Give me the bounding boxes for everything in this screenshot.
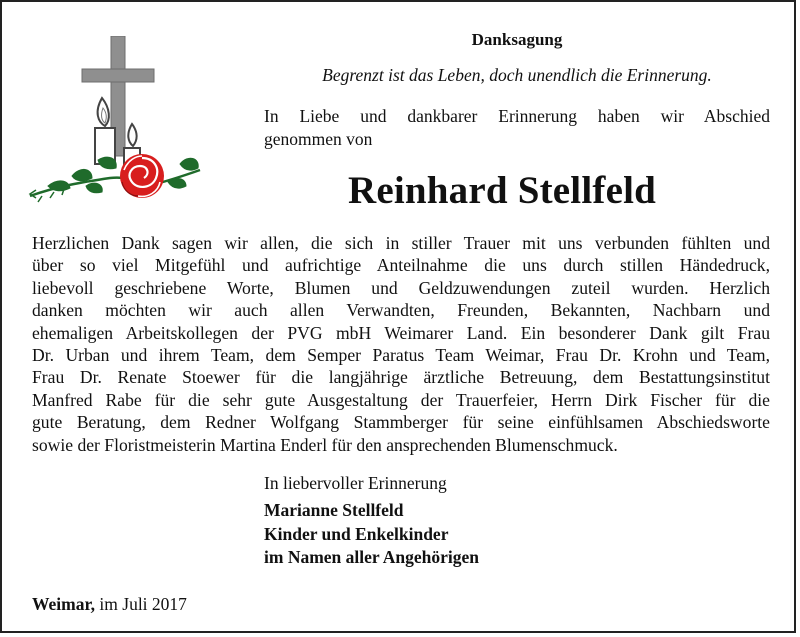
place-date [32, 594, 187, 615]
paragraph-line: liebevoll geschriebene Worte, Blumen und Geldzuwendungen zuteil wurden. Herzlich [32, 277, 770, 298]
thanks-paragraph [32, 232, 770, 456]
deceased-name: Reinhard Stellfeld [347, 169, 657, 212]
paragraph-line: Frau Dr. Renate Stoewer für die langjährige ärztliche Betreuung, dem Bestattungsinstitut [32, 367, 770, 388]
heading: Danksagung [471, 30, 563, 49]
motto: Begrenzt ist das Leben, doch unendlich die Erinnerung. [322, 65, 712, 85]
paragraph-line: Manfred Rabe für die sehr gute Ausgestaltung der Trauerfeier, Herrn Dirk Fischer für die [32, 389, 770, 410]
paragraph-line: gute Beratung, dem Redner Wolfgang Stammberger für seine einfühlsamen Abschiedsworte [32, 412, 770, 433]
closing-phrase: In liebervoller Erinnerung [264, 473, 447, 493]
paragraph-line: über so viel Mitgefühl und aufrichtige Anteilnahme die uns durch stillen Händedruck, [32, 255, 770, 276]
intro-text [264, 105, 770, 151]
date: im Juli 2017 [99, 594, 187, 614]
leaves [30, 157, 200, 202]
signer: im Namen aller Angehörigen [264, 547, 480, 567]
signer: Marianne Stellfeld [264, 500, 404, 520]
signers-block [264, 499, 479, 570]
intro-line: genommen von [264, 129, 373, 149]
signer: Kinder und Enkelkinder [264, 523, 449, 544]
intro-line: In Liebe und dankbarer Erinnerung haben wir Abschied [264, 106, 770, 126]
paragraph-line: Dr. Urban und ihrem Team, dem Semper Paratus Team Weimar, Frau Dr. Krohn und Team, [32, 345, 770, 366]
paragraph-line: sowie der Floristmeisterin Martina Enderl für den ansprechenden Blumenschmuck. [32, 434, 618, 455]
cross-icon [82, 36, 154, 156]
memorial-emblem [28, 36, 206, 206]
place: Weimar, [32, 594, 96, 614]
paragraph-line: ehemaligen Arbeitskollegen der PVG mbH Weimarer Land. Ein besonderer Dank gilt Frau [32, 322, 770, 343]
paragraph-line: Herzlichen Dank sagen wir allen, die sich in stiller Trauer mit uns verbunden fühlten und [32, 233, 770, 253]
paragraph-line: danken möchten wir auch allen Verwandten, Freunden, Bekannten, Nachbarn und [32, 300, 770, 321]
rose-icon [120, 154, 164, 198]
